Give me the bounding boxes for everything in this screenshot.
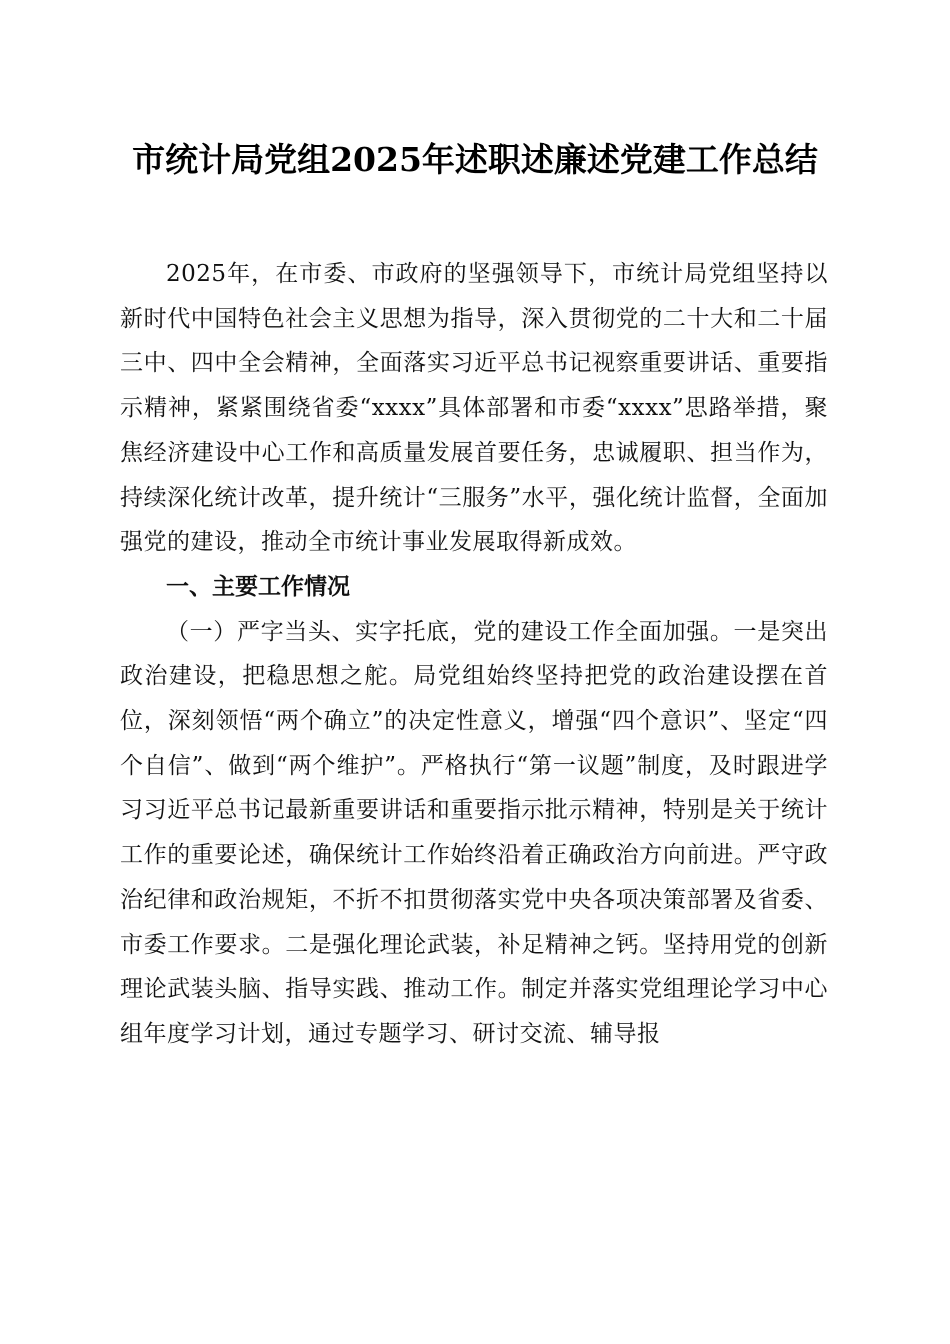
section-heading: 一、主要工作情况 (166, 573, 350, 600)
subsection-paragraph: （一）严字当头、实字托底，党的建设工作全面加强。一是突出政治建设，把稳思想之舵。局党组始终坚持把党的政治建设摆在首位，深刻领悟“两个确立”的决定性意义，增强“四个意识”、坚定“四个自信”、做到“两个维护”。严格执行“第一议题”制度，及时跟进学习习近平总书记最新重要讲话和重要指示批示精神，特别是关于统计工作的重要论述，确保统计工作始终沿着正确政治方向前进。严守政治纪律和政治规矩，不折不扣贯彻落实党中央各项决策部署及省委、市委工作要求。二是强化理论武装，补足精神之钙。坚持用党的创新理论武装头脑、指导实践、推动工作。制定并落实党组理论学习中心组年度学习计划，通过专题学习、研讨交流、辅导报 (120, 618, 828, 1047)
document-title: 市统计局党组2025年述职述廉述党建工作总结 (132, 140, 818, 179)
intro-paragraph: 2025年，在市委、市政府的坚强领导下，市统计局党组坚持以新时代中国特色社会主义思想为指导，深入贯彻党的二十大和二十届三中、四中全会精神，全面落实习近平总书记视察重要讲话、重要指示精神，紧紧围绕省委“xxxx”具体部署和市委“xxxx”思路举措，聚焦经济建设中心工作和高质量发展首要任务，忠诚履职、担当作为，持续深化统计改革，提升统计“三服务”水平，强化统计监督，全面加强党的建设，推动全市统计事业发展取得新成效。 (120, 261, 828, 556)
document-body (120, 252, 828, 1057)
